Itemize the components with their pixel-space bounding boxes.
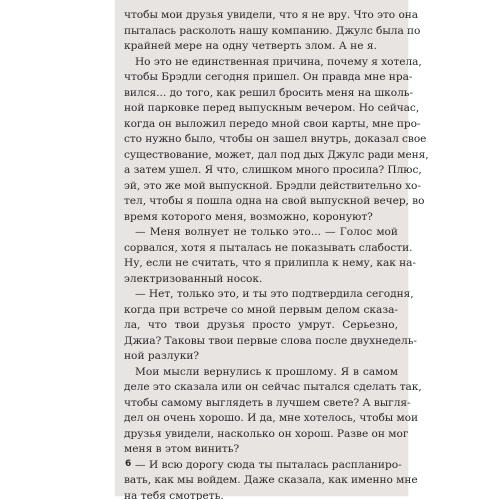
text-line: Но это не единственная причина, почему я хотела,	[135, 55, 422, 68]
text-line: вать, как мы войдем. Даже сказала, как именно мне	[124, 474, 418, 486]
text-line: эй, это же мой выпускной. Брэдли действительно хо-	[124, 179, 421, 192]
text-line: крайней мере на одну четверть злом. А не я.	[124, 40, 377, 52]
text-line: чтобы Брэдли сегодня пришел. Он правда мне нра-	[124, 71, 413, 83]
text-line: друзья увидели, насколько он хорош. Разве он мог	[124, 427, 409, 440]
text-line: вился... до того, как решил бросить меня на школь-	[124, 86, 414, 99]
book-page	[115, 0, 429, 500]
text-line: Мои мысли вернулись к прошлому. Я в самом	[135, 365, 398, 378]
text-line: время которого меня, возможно, коронуют?	[124, 210, 373, 223]
text-line: ной разлуки?	[124, 350, 200, 362]
text-line: сорвался, хотя я пыталась не показывать слабости.	[124, 241, 413, 254]
text-line: ной парковке перед выпускным вечером. Но сейчас,	[124, 102, 420, 114]
text-line: а затем ушел. Я что, слишком много просила? Плюс,	[124, 164, 422, 176]
text-line: чтобы самому выглядеть в лучшем свете? А выгля-	[124, 396, 411, 409]
text-line: сто нужно было, чтобы он зашел внутрь, доказал свое	[124, 133, 427, 145]
text-line: — Нет, только это, и ты это подтвердила сегодня,	[135, 288, 414, 300]
text-line: — И всю дорогу сюда ты пыталась распланиро-	[135, 458, 402, 471]
text-line: Джиа? Таковы твои первые слова после двухнедель-	[124, 334, 417, 347]
text-line: чтобы мои друзья увидели, что я не вру. Что это она	[124, 9, 419, 21]
text-line: на тебя смотреть.	[124, 489, 224, 500]
text-line: ла, что твои друзья просто умрут. Серьезно,	[124, 319, 398, 331]
page-text	[124, 8, 429, 500]
text-line: тел, чтобы я пошла одна на свой выпускной вечер, во	[124, 195, 425, 207]
text-line: дел он очень хорошо. И да, мне хотелось, чтобы мои	[124, 412, 419, 424]
text-line: Ну, если не считать, что я прилипла к нему, как на-	[124, 257, 416, 269]
text-line: когда он выложил передо мной свои карты, мне про-	[124, 117, 421, 130]
text-line: электризованный носок.	[124, 272, 263, 285]
text-line: когда при встрече со мной первым делом сказа-	[124, 303, 398, 316]
page-number: 6	[125, 459, 132, 469]
text-line: меня в этом винить?	[124, 443, 240, 455]
text-line: существование, может, дал под дых Джулс ради меня,	[124, 148, 429, 161]
text-line: деле это сказала или он сейчас пытался сделать так,	[124, 381, 422, 393]
text-line: — Меня волнует не только это... — Голос мой	[135, 226, 398, 238]
text-line: пыталась расколоть нашу компанию. Джулс была по	[124, 24, 421, 37]
